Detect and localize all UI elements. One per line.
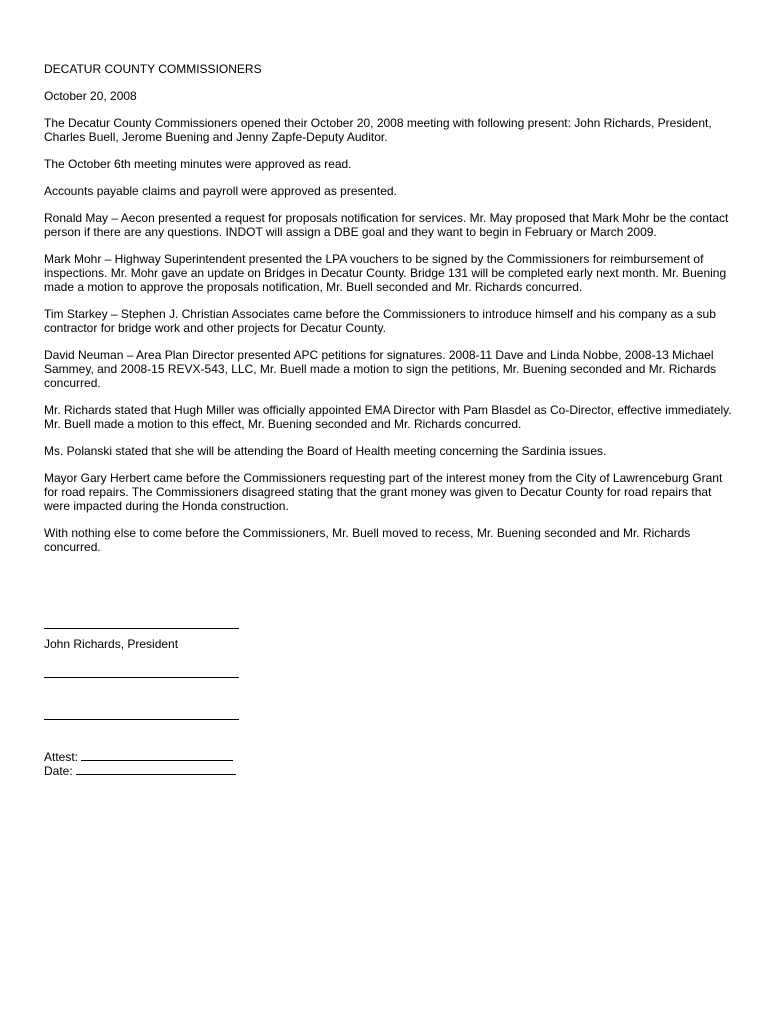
date-label: Date: (44, 764, 73, 778)
attest-label: Attest: (44, 750, 79, 764)
paragraph-aecon: Ronald May – Aecon presented a request for proposals notification for services. Mr. May proposed that Mark Mohr be the contact person if there are any questions. INDOT will assign a DBE goal and they want to begin in February or March 2009. (44, 211, 729, 239)
paragraph-board-of-health: Ms. Polanski stated that she will be attending the Board of Health meeting concerning the Sardinia issues. (44, 444, 607, 458)
org-title: DECATUR COUNTY COMMISSIONERS (44, 62, 262, 76)
signature-rule (44, 677, 239, 678)
attest-blank (81, 749, 233, 761)
signature-label-president: John Richards, President (44, 637, 179, 651)
paragraph-ema: Mr. Richards stated that Hugh Miller was officially appointed EMA Director with Pam Blasdel as Co-Director, effective immediately. Mr. Buell made a motion to this effect, Mr. Buening seconded and Mr. Richards concurred. (44, 403, 732, 431)
date-row (44, 763, 236, 778)
meeting-date: October 20, 2008 (44, 89, 137, 103)
paragraph-highway: Mark Mohr – Highway Superintendent presented the LPA vouchers to be signed by the Commissioners for reimbursement of inspections. Mr. Mohr gave an update on Bridges in Decatur County. Bridge 131 will be completed early next month. Mr. Buening made a motion to approve the proposals notification, Mr. Buell seconded and Mr. Richards concurred. (44, 252, 727, 294)
signature-line-president (44, 628, 239, 629)
attest-row (44, 749, 233, 764)
minutes-document (44, 62, 734, 567)
paragraph-lawrenceburg-grant: Mayor Gary Herbert came before the Commissioners requesting part of the interest money from the City of Lawrenceburg Grant for road repairs. The Commissioners disagreed stating that the grant money was given to Decatur County for road repairs that were impacted during the Honda construction. (44, 471, 723, 513)
signature-line-commissioner-2 (44, 677, 239, 678)
paragraph-area-plan: David Neuman – Area Plan Director presented APC petitions for signatures. 2008-11 Dave and Linda Nobbe, 2008-13 Michael Sammey, and 2008-15 REVX-543, LLC, Mr. Buell made a motion to sign the petitions, Mr. Buening seconded and Mr. Richards concurred. (44, 348, 717, 390)
signature-rule (44, 719, 239, 720)
paragraph-accounts-payable: Accounts payable claims and payroll were approved as presented. (44, 184, 397, 198)
paragraph-minutes-approval: The October 6th meeting minutes were approved as read. (44, 157, 352, 171)
paragraph-christian-associates: Tim Starkey – Stephen J. Christian Associates came before the Commissioners to introduce himself and his company as a sub contractor for bridge work and other projects for Decatur County. (44, 307, 716, 335)
signature-rule (44, 628, 239, 629)
date-blank (76, 763, 236, 775)
paragraph-attendance: The Decatur County Commissioners opened their October 20, 2008 meeting with following present: John Richards, President, Charles Buell, Jerome Buening and Jenny Zapfe-Deputy Auditor. (44, 116, 712, 144)
paragraph-recess: With nothing else to come before the Commissioners, Mr. Buell moved to recess, Mr. Buening seconded and Mr. Richards concurred. (44, 526, 691, 554)
signature-line-commissioner-3 (44, 719, 239, 720)
